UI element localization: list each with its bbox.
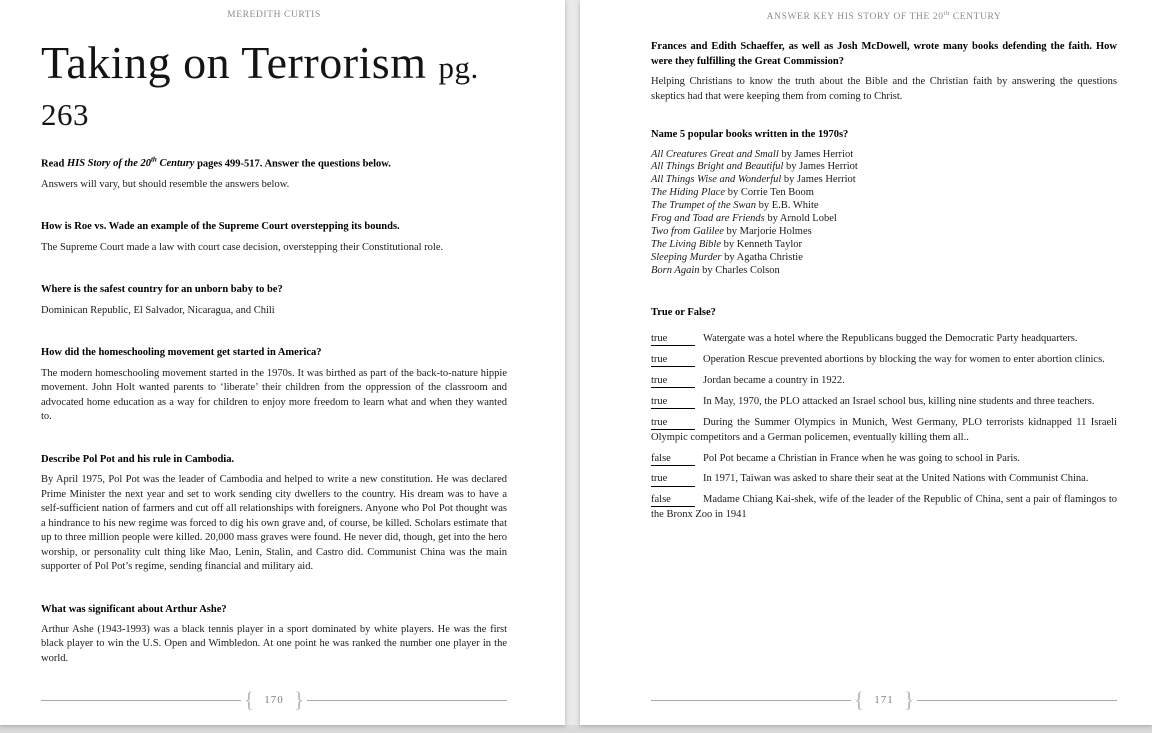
reading-instruction: [41, 156, 507, 172]
tf-item: [651, 353, 1117, 368]
book-list: [651, 149, 1117, 278]
book-item: The Hiding Place by Corrie Ten Boom: [651, 187, 814, 199]
tf-statement: Watergate was a hotel where the Republicans bugged the Democratic Party headquarters.: [703, 333, 1078, 345]
book-item: Sleeping Murder by Agatha Christie: [651, 251, 803, 263]
qa-block: [41, 220, 507, 255]
tf-statement: Jordan became a country in 1922.: [703, 374, 845, 386]
left-page-footer: [41, 689, 507, 711]
footer-left-brace-ornament: {: [243, 687, 255, 712]
chapter-title-page-number: 263: [41, 96, 89, 132]
answers-note: Answers will vary, but should resemble the answers below.: [41, 178, 290, 190]
footer-rule: [307, 700, 507, 701]
footer-left-brace-ornament: {: [853, 687, 865, 712]
chapter-title: [41, 37, 507, 134]
question: How is Roe vs. Wade an example of the Supreme Court overstepping its bounds.: [41, 221, 400, 233]
answer: Arthur Ashe (1943-1993) was a black tennis player in a sport dominated by white players. He was the first black player to win the U.S. Open and Wimbledon. At one point he was ranked the number one player in the world.: [41, 624, 507, 664]
qa-block: [41, 603, 507, 667]
book-item: All Things Bright and Beautiful by James Herriot: [651, 161, 858, 173]
book-item: The Living Bible by Kenneth Taylor: [651, 238, 803, 250]
tf-item: [651, 416, 1117, 446]
chapter-title-page-ref: pg.: [438, 50, 479, 85]
left-page: [0, 0, 565, 725]
book-item: All Creatures Great and Small by James Herriot: [651, 148, 854, 160]
tf-answer: true: [651, 473, 695, 486]
tf-answer: true: [651, 354, 695, 367]
footer-rule: [917, 700, 1117, 701]
book-item: All Things Wise and Wonderful by James Herriot: [651, 174, 856, 186]
footer-right-brace-ornament: }: [293, 687, 305, 712]
book-item: Born Again by Charles Colson: [651, 264, 780, 276]
reading-instruction-post: pages 499-517. Answer the questions below.: [194, 158, 391, 170]
tf-answer: true: [651, 417, 695, 430]
chapter-title-main: Taking on Terrorism: [41, 37, 427, 88]
tf-answer: true: [651, 375, 695, 388]
tf-statement: Operation Rescue prevented abortions by blocking the way for women to enter abortion clinics.: [703, 354, 1105, 366]
reading-instruction-pre: Read: [41, 158, 67, 170]
footer-rule: [41, 700, 241, 701]
left-running-head: MEREDITH CURTIS: [227, 10, 321, 20]
tf-item: [651, 452, 1117, 467]
tf-answer: true: [651, 333, 695, 346]
tf-item: [651, 493, 1117, 523]
question: What was significant about Arthur Ashe?: [41, 603, 227, 615]
question: Where is the safest country for an unborn baby to be?: [41, 284, 283, 296]
answer: The modern homeschooling movement started in the 1970s. It was birthed as part of the back-to-nature hippie movement. John Holt wanted parents to ‘liberate’ their children from the oppression of the classroom and advocated home education as a way for children to enjoy more freedom to learn what and when they wanted to.: [41, 367, 507, 423]
tf-statement: In May, 1970, the PLO attacked an Israel school bus, killing nine students and three teachers.: [703, 395, 1095, 407]
book-item: The Trumpet of the Swan by E.B. White: [651, 200, 819, 212]
tf-statement: Madame Chiang Kai-shek, wife of the leader of the Republic of China, sent a pair of flamingos to the Bronx Zoo in 1941: [651, 494, 1117, 521]
tf-answer: true: [651, 396, 695, 409]
tf-answer: false: [651, 453, 695, 466]
tf-item: [651, 374, 1117, 389]
tf-item: [651, 395, 1117, 410]
right-page-footer: [651, 689, 1117, 711]
books-heading: Name 5 popular books written in the 1970s?: [651, 129, 849, 141]
footer-right-brace-ornament: }: [903, 687, 915, 712]
qa-block: [41, 283, 507, 318]
book-title-italic: HIS Story of the 20th Century: [66, 155, 195, 170]
qa-block: [41, 453, 507, 575]
answer: Helping Christians to know the truth about the Bible and the Christian faith by answering the questions skeptics had that were keeping them from coming to Christ.: [651, 76, 1117, 102]
answer: Dominican Republic, El Salvador, Nicaragua, and Chili: [41, 304, 275, 316]
footer-rule: [651, 700, 851, 701]
tf-statement: Pol Pot became a Christian in France when he was going to school in Paris.: [703, 452, 1020, 464]
answer: The Supreme Court made a law with court case decision, overstepping their Constitutional role.: [41, 241, 444, 253]
page-gutter: [565, 0, 580, 725]
tf-item: [651, 472, 1117, 487]
page-number: 171: [874, 694, 894, 706]
right-running-head: ANSWER KEY HIS STORY OF THE 20th CENTURY: [766, 10, 1002, 23]
tf-item: [651, 332, 1117, 347]
book-item: Two from Galilee by Marjorie Holmes: [651, 226, 812, 238]
true-false-heading: True or False?: [651, 306, 716, 318]
tf-answer: false: [651, 494, 695, 507]
question: Describe Pol Pot and his rule in Cambodia.: [41, 453, 235, 465]
question: How did the homeschooling movement get started in America?: [41, 347, 322, 359]
tf-statement: In 1971, Taiwan was asked to share their seat at the United Nations with Communist China.: [703, 473, 1089, 485]
page-number: 170: [264, 694, 284, 706]
qa-block: [41, 346, 507, 424]
right-page: [580, 0, 1152, 725]
tf-statement: During the Summer Olympics in Munich, West Germany, PLO terrorists kidnapped 11 Israeli Olympic competitors and a German policemen, eventually killing them all..: [651, 416, 1117, 443]
book-item: Frog and Toad are Friends by Arnold Lobel: [651, 213, 837, 225]
true-false-list: [651, 332, 1117, 523]
question: Frances and Edith Schaeffer, as well as Josh McDowell, wrote many books defending the faith. How were they fulfilling the Great Commission?: [651, 41, 1117, 67]
answer: By April 1975, Pol Pot was the leader of Cambodia and helped to write a new constitution. He was declared Prime Minister the next year and set to work sending city dwellers to the country. His dream was to have a self-sufficient nation of farmers and cut off all relationships with foreigners. Anyone who Pol Pot thought was a hindrance to his new regime was forced to dig his own grave and, of course, be killed. Scholars estimate that up to three million people were killed. 20,000 mass graves were found. He never did, though, get into the hero worship, or personality cult thing like Mao, Lenin, Stalin, and Castro did. Communist China was the main supporter of Pol Pot’s regime, sending financial and military aid.: [41, 474, 507, 573]
